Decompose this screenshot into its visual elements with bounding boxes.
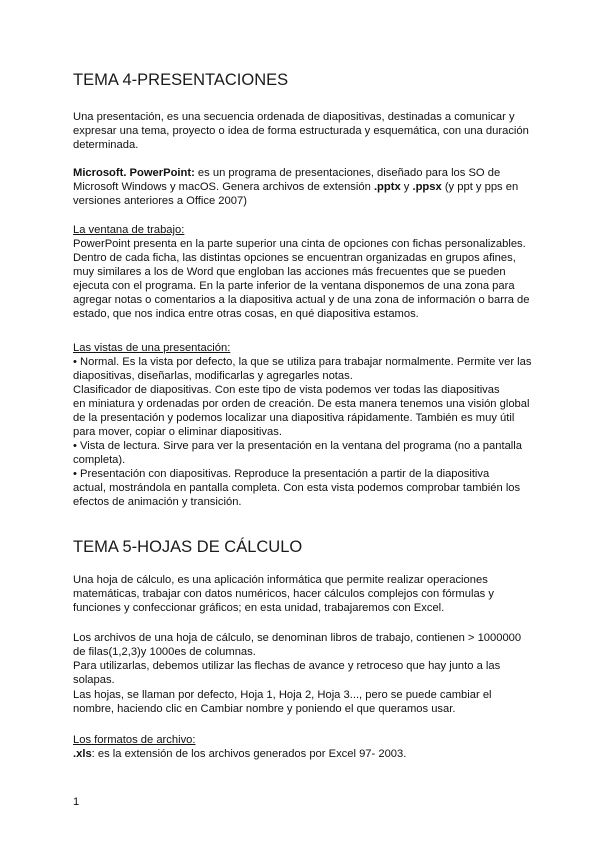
- vistas-line: para mover, copiar o eliminar diapositivas.: [73, 426, 282, 438]
- powerpoint-def-line-2: [73, 180, 518, 194]
- vistas-line: Clasificador de diapositivas. Con este tipo de vista podemos ver todas las diapositivas: [73, 384, 500, 396]
- powerpoint-bold-label: Microsoft. PowerPoint:: [73, 167, 195, 179]
- pptx-extension: .pptx: [373, 181, 401, 193]
- powerpoint-def-text: es un programa de presentaciones, diseñado para los SO de: [194, 167, 501, 179]
- vistas-line: completa).: [73, 454, 126, 466]
- archivos-line: Los archivos de una hoja de cálculo, se denominan libros de trabajo, contienen > 1000000: [73, 632, 522, 644]
- archivos-line: de filas(1,2,3)y 1000es de columnas.: [73, 646, 256, 658]
- ventana-line: muy similares a los de Word que engloban las acciones más frecuentes que se pueden: [73, 266, 506, 278]
- ventana-line: ejecuta con el programa. En la parte inferior de la ventana disponemos de una zona para: [73, 280, 515, 292]
- tema5-intro-line: Una hoja de cálculo, es una aplicación informática que permite realizar operaciones: [73, 574, 488, 586]
- conjunction-text: y: [400, 181, 413, 193]
- vistas-line: • Vista de lectura. Sirve para ver la presentación en la ventana del programa (no a pantalla: [73, 440, 522, 452]
- xls-line: [73, 747, 406, 761]
- ventana-line: PowerPoint presenta en la parte superior una cinta de opciones con fichas personalizables.: [73, 238, 526, 250]
- ppsx-extension: .ppsx: [412, 181, 442, 193]
- archivos-line: Las hojas, se llaman por defecto, Hoja 1, Hoja 2, Hoja 3..., pero se puede cambiar el: [73, 689, 492, 701]
- xls-description: : es la extensión de los archivos generados por Excel 97- 2003.: [91, 748, 407, 760]
- powerpoint-def-line-1: [73, 166, 500, 180]
- archivos-line: Para utilizarlas, debemos utilizar las flechas de avance y retroceso que hay junto a las: [73, 660, 501, 672]
- tema4-intro-line: Una presentación, es una secuencia ordenada de diapositivas, destinadas a comunicar y: [73, 111, 515, 123]
- tema5-intro-line: funciones y confeccionar gráficos; en esta unidad, trabajaremos con Excel.: [73, 602, 445, 614]
- tema4-intro-line: expresar una tema, proyecto o idea de forma estructurada y esquemática, con una duración: [73, 125, 529, 137]
- archivos-line: nombre, haciendo clic en Cambiar nombre y poniendo el que queramos usar.: [73, 703, 456, 715]
- tema4-intro-line: determinada.: [73, 139, 139, 151]
- vistas-line: en miniatura y ordenadas por orden de creación. De esta manera tenemos una visión global: [73, 398, 530, 410]
- tema5-title: TEMA 5-HOJAS DE CÁLCULO: [73, 538, 303, 556]
- vistas-line: diapositivas, diseñarlas, modificarlas y agregarles notas.: [73, 370, 353, 382]
- powerpoint-def-text: (y ppt y pps en: [441, 181, 519, 193]
- vistas-heading: Las vistas de una presentación:: [73, 342, 231, 354]
- archivos-line: solapas.: [73, 674, 115, 686]
- tema5-intro-line: matemáticas, trabajar con datos numéricos, hacer cálculos complejos con fórmulas y: [73, 588, 494, 600]
- page-number: 1: [73, 796, 80, 808]
- ventana-line: estado, que nos indica entre otras cosas, en qué diapositiva estamos.: [73, 308, 419, 320]
- ventana-heading: La ventana de trabajo:: [73, 224, 185, 236]
- formatos-heading: Los formatos de archivo:: [73, 734, 196, 746]
- xls-extension: .xls: [73, 748, 92, 760]
- vistas-line: actual, mostrándola en pantalla completa. Con esta vista podemos comprobar también los: [73, 482, 521, 494]
- tema4-title: TEMA 4-PRESENTACIONES: [73, 71, 289, 89]
- vistas-line: • Presentación con diapositivas. Reproduce la presentación a partir de la diapositiva: [73, 468, 490, 480]
- ventana-line: Dentro de cada ficha, las distintas opciones se encuentran organizadas en grupos afines,: [73, 252, 516, 264]
- powerpoint-def-text: Microsoft Windows y macOS. Genera archivos de extensión: [73, 181, 374, 193]
- powerpoint-def-line-3: versiones anteriores a Office 2007): [73, 195, 247, 207]
- vistas-line: de la presentación y podemos localizar una diapositiva rápidamente. También es muy útil: [73, 412, 515, 424]
- vistas-line: efectos de animación y transición.: [73, 496, 242, 508]
- ventana-line: agregar notas o comentarios a la diapositiva actual y de una zona de información o barra de: [73, 294, 530, 306]
- vistas-line: • Normal. Es la vista por defecto, la que se utiliza para trabajar normalmente. Permite ver las: [73, 356, 532, 368]
